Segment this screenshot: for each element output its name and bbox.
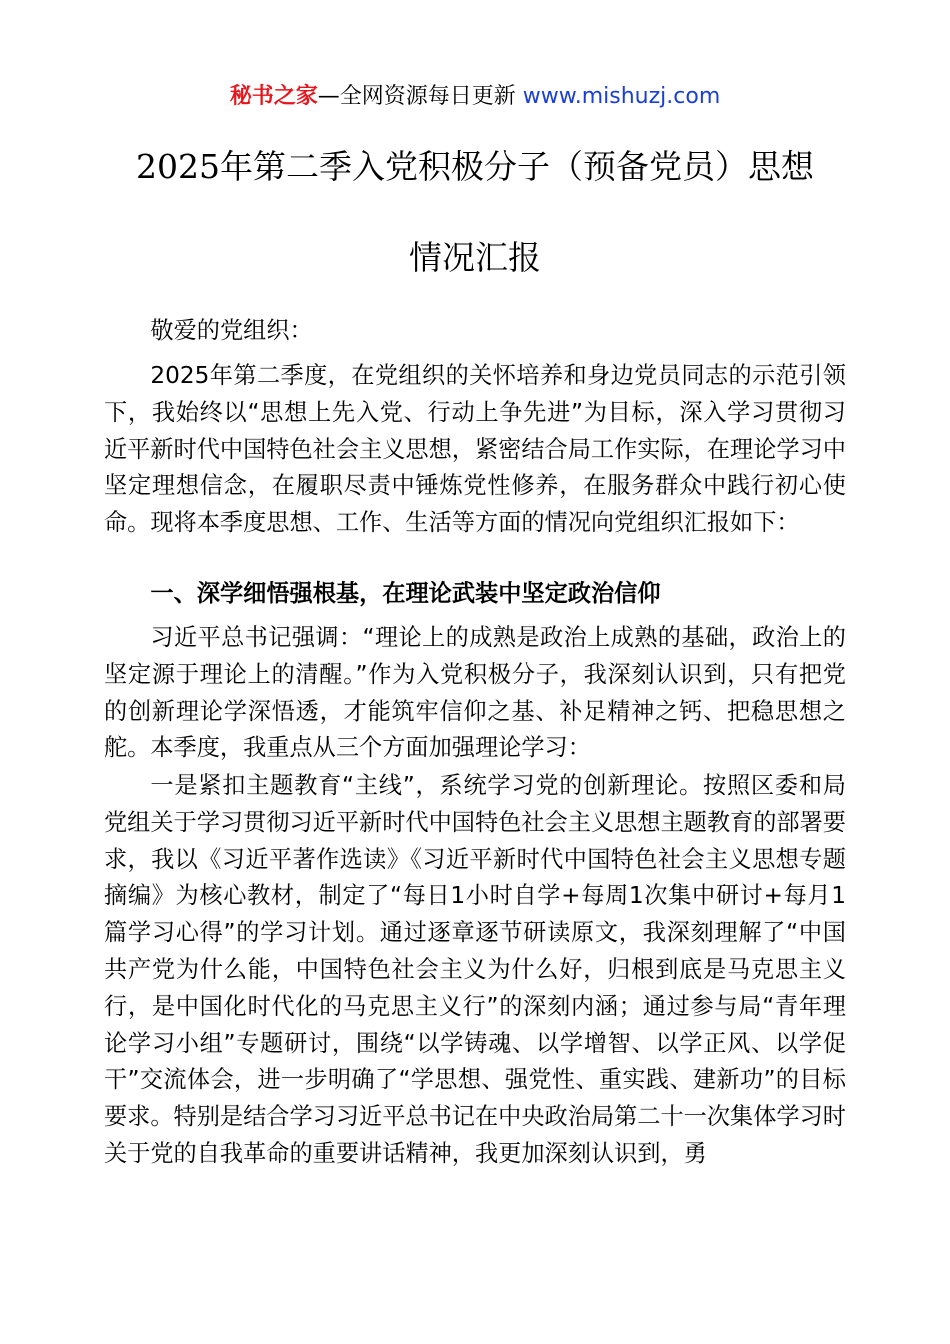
title-line-1-text: 年第二季入党积极分子（预备党员）思想 xyxy=(219,147,814,186)
paragraph-theory-quote: 习近平总书记强调：“理论上的成熟是政治上成熟的基础，政治上的坚定源于理论上的清醒。”作为入党积极分子，我深刻认识到，只有把党的创新理论学深悟透，才能筑牢信仰之基、补足精神之钙、把稳思想之舵。本季度，我重点从三个方面加强理论学习： xyxy=(104,624,846,762)
site-header-banner xyxy=(0,82,950,112)
title-year: 2025 xyxy=(136,147,220,186)
site-brand: 秘书之家 xyxy=(229,84,318,109)
section-1-heading: 一、深学细悟强根基，在理论武装中坚定政治信仰 xyxy=(150,580,661,607)
document-title-line-2: 情况汇报 xyxy=(409,238,541,277)
site-url-link[interactable]: www.mishuzj.com xyxy=(522,84,721,109)
salutation: 敬爱的党组织： xyxy=(150,317,313,344)
document-title-line-1 xyxy=(90,145,860,189)
site-tagline: —全网资源每日更新 xyxy=(317,84,516,109)
paragraph-intro: 2025年第二季度，在党组织的关怀培养和身边党员同志的示范引领下，我始终以“思想上先入党、行动上争先进”为目标，深入学习贯彻习近平新时代中国特色社会主义思想，紧密结合局工作实际，在理论学习中坚定理想信念，在履职尽责中锤炼党性修养，在服务群众中践行初心使命。现将本季度思想、工作、生活等方面的情况向党组织汇报如下： xyxy=(104,362,846,537)
paragraph-study-plan: 一是紧扣主题教育“主线”，系统学习党的创新理论。按照区委和局党组关于学习贯彻习近平新时代中国特色社会主义思想主题教育的部署要求，我以《习近平著作选读》《习近平新时代中国特色社会主义思想专题摘编》为核心教材，制定了“每日1小时自学+每周1次集中研讨+每月1篇学习心得”的学习计划。通过逐章逐节研读原文，我深刻理解了“中国共产党为什么能，中国特色社会主义为什么好，归根到底是马克思主义行，是中国化时代化的马克思主义行”的深刻内涵；通过参与局“青年理论学习小组”专题研讨，围绕“以学铸魂、以学增智、以学正风、以学促干”交流体会，进一步明确了“学思想、强党性、重实践、建新功”的目标要求。特别是结合学习习近平总书记在中央政治局第二十一次集体学习时关于党的自我革命的重要讲话精神，我更加深刻认识到，勇 xyxy=(104,772,846,1167)
